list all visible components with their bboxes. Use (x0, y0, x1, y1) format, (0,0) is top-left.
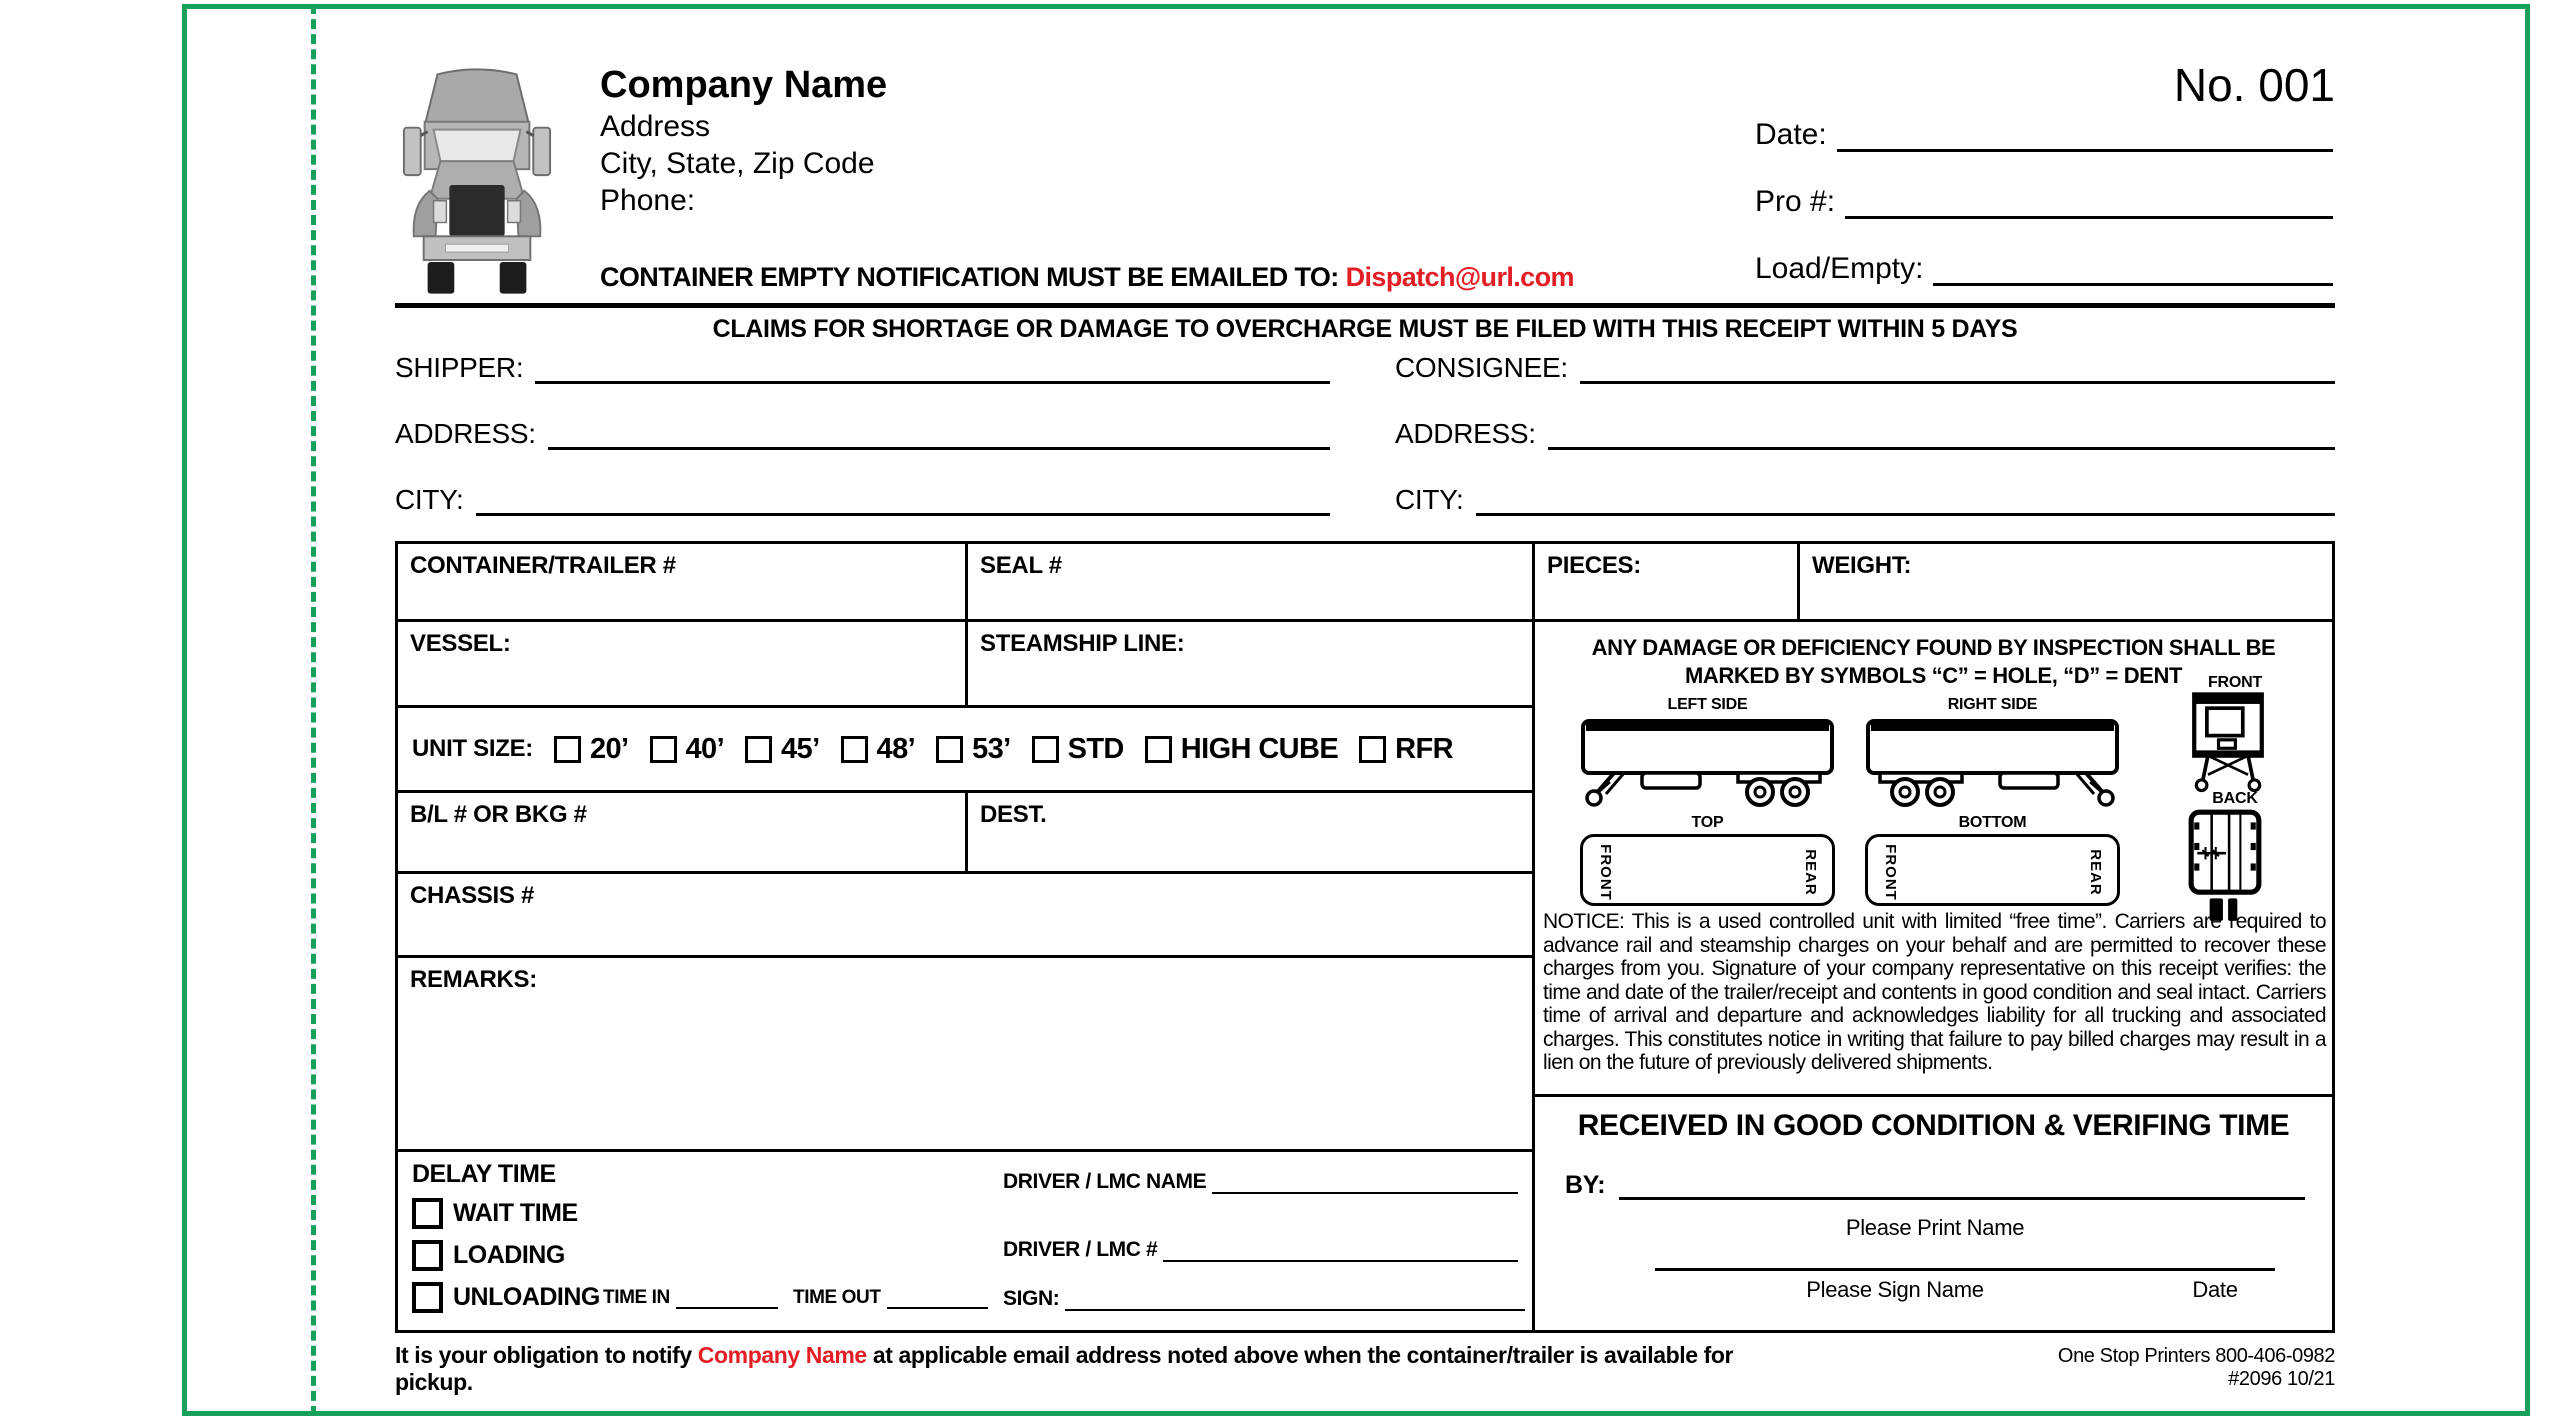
seal-cell: SEAL # (968, 544, 1535, 622)
empty-notification-line (600, 262, 1574, 293)
damage-inspection-panel (1535, 622, 2332, 1097)
unit-size-option-std: STD (1032, 733, 1124, 766)
company-city-state-zip: City, State, Zip Code (600, 147, 875, 180)
shipper-address-label: ADDRESS: (395, 418, 536, 449)
front-label: FRONT (2207, 674, 2263, 691)
chassis-cell: CHASSIS # (398, 874, 1535, 958)
main-form-table (395, 541, 2335, 1333)
container-trailer-cell: CONTAINER/TRAILER # (398, 544, 968, 622)
shipper-city-row (395, 484, 1330, 516)
weight-cell: WEIGHT: (1800, 544, 2332, 622)
trailer-right-side-diagram (1865, 716, 2120, 808)
claims-notice: CLAIMS FOR SHORTAGE OR DAMAGE TO OVERCHARGE MUST BE FILED WITH THIS RECEIPT WITHIN 5 DAYS (712, 315, 2018, 343)
driver-name-write-line (1212, 1190, 1518, 1194)
received-by-label: BY: (1565, 1171, 1606, 1199)
empty-notification-label: CONTAINER EMPTY NOTIFICATION MUST BE EMAILED TO: (600, 262, 1346, 292)
unit-size-checkbox-std[interactable] (1032, 736, 1059, 763)
company-address: Address (600, 110, 711, 143)
driver-sign-label: SIGN: (1003, 1287, 1060, 1310)
obligation-text-post: at applicable email address noted above when the container/trailer is available for pickup. (395, 1342, 1734, 1395)
unit-size-option-53: 53’ (936, 733, 1011, 766)
back-label: BACK (2212, 790, 2258, 807)
pickup-obligation-line (395, 1342, 1815, 1396)
time-out-write-line (887, 1305, 988, 1309)
trailer-top-diagram (1580, 834, 1835, 906)
bl-bkg-cell: B/L # OR BKG # (398, 793, 968, 874)
unit-size-checkbox-48[interactable] (841, 736, 868, 763)
unit-size-option-high-cube: HIGH CUBE (1145, 733, 1338, 766)
perforation-dashed-line (311, 4, 316, 1416)
time-in-write-line (676, 1305, 778, 1309)
company-block (600, 62, 887, 219)
pieces-cell: PIECES: (1535, 544, 1800, 622)
bottom-rear-label: REAR (2087, 849, 2105, 896)
time-out-label: TIME OUT (793, 1287, 881, 1308)
receipt-number: No. 001 (2173, 59, 2335, 111)
consignee-address-label: ADDRESS: (1395, 418, 1536, 449)
shipper-write-line (535, 379, 1330, 384)
dispatch-email: Dispatch@url.com (1345, 262, 1574, 292)
unit-size-checkbox-45[interactable] (745, 736, 772, 763)
left-side-label: LEFT SIDE (1667, 696, 1748, 713)
steamship-line-cell: STEAMSHIP LINE: (968, 622, 1535, 708)
consignee-row (1395, 352, 2335, 384)
time-in-label: TIME IN (603, 1287, 670, 1308)
consignee-write-line (1580, 379, 2335, 384)
header-divider (395, 303, 2335, 308)
load-empty-row (1755, 252, 2333, 286)
delay-time-title: DELAY TIME (412, 1160, 556, 1188)
load-empty-write-line (1933, 281, 2333, 286)
pro-number-row (1755, 185, 2333, 219)
unloading-option: UNLOADING (412, 1282, 600, 1313)
driver-sign-row (1003, 1287, 1525, 1311)
consignee-city-write-line (1476, 511, 2335, 516)
pro-number-label: Pro #: (1755, 185, 1836, 218)
unit-size-option-40: 40’ (650, 733, 725, 766)
driver-number-row (1003, 1238, 1518, 1262)
unit-size-row (398, 708, 1535, 793)
shipper-label: SHIPPER: (395, 352, 524, 383)
consignee-address-write-line (1548, 445, 2335, 450)
dest-cell: DEST. (968, 793, 1535, 874)
unit-size-checkbox-high-cube[interactable] (1145, 736, 1172, 763)
wait-time-option: WAIT TIME (412, 1198, 578, 1229)
shipper-city-write-line (476, 511, 1330, 516)
delay-time-cell (398, 1152, 1535, 1333)
received-by-row (1565, 1171, 2305, 1200)
consignee-address-row (1395, 418, 2335, 450)
unit-size-checkbox-53[interactable] (936, 736, 963, 763)
shipper-address-write-line (548, 445, 1330, 450)
date-caption: Date (2192, 1277, 2238, 1302)
date-row (1755, 118, 2333, 152)
load-empty-label: Load/Empty: (1755, 252, 1924, 285)
print-name-write-line (1619, 1195, 2305, 1200)
remarks-cell: REMARKS: (398, 958, 1535, 1152)
sign-name-write-line (1655, 1267, 2275, 1271)
trailer-bottom-diagram (1865, 834, 2120, 906)
shipper-city-label: CITY: (395, 484, 464, 515)
driver-number-label: DRIVER / LMC # (1003, 1238, 1158, 1261)
print-name-caption: Please Print Name (1845, 1215, 2025, 1240)
unit-size-option-45: 45’ (745, 733, 820, 766)
unit-size-option-rfr: RFR (1359, 733, 1453, 766)
company-phone: Phone: (600, 184, 696, 217)
driver-name-row (1003, 1170, 1518, 1194)
bottom-label: BOTTOM (1958, 814, 2027, 831)
printer-credit-line: One Stop Printers 800-406-0982 #2096 10/21 (2057, 1345, 2335, 1390)
received-panel (1535, 1097, 2332, 1333)
unloading-checkbox[interactable] (412, 1282, 443, 1313)
top-label: TOP (1691, 814, 1724, 831)
time-in-row (603, 1287, 778, 1309)
top-rear-label: REAR (1802, 849, 1820, 896)
shipper-row (395, 352, 1330, 384)
notice-paragraph: NOTICE: This is a used controlled unit with limited “free time”. Carriers are required to advance rail and steamship charges on your behalf and are permitted to recover these charges from you. Signature of your company representative on this receipt verifies: the time and date of the trailer/receipt and contents in good condition and seal intact. Carriers time of arrival and departure and acknowledges liability for all trucking and associated charges. This constitutes notice in writing that failure to pay billed charges may result in a lien on the future of previously delivered shipments. (1543, 910, 2326, 1074)
unit-size-checkbox-40[interactable] (650, 736, 677, 763)
received-title: RECEIVED IN GOOD CONDITION & VERIFING TIME (1577, 1109, 2290, 1142)
loading-option: LOADING (412, 1240, 565, 1271)
damage-heading-line1: ANY DAMAGE OR DEFICIENCY FOUND BY INSPECTION SHALL BE (1591, 635, 2276, 660)
bottom-front-label: FRONT (1881, 844, 1899, 901)
unit-size-option-20: 20’ (554, 733, 629, 766)
top-front-label: FRONT (1596, 844, 1614, 901)
consignee-label: CONSIGNEE: (1395, 352, 1568, 383)
company-name: Company Name (600, 64, 888, 106)
driver-sign-write-line (1065, 1307, 1525, 1311)
shipper-address-row (395, 418, 1330, 450)
unit-size-checkbox-20[interactable] (554, 736, 581, 763)
trailer-left-side-diagram (1580, 716, 1835, 808)
unit-size-checkbox-rfr[interactable] (1359, 736, 1386, 763)
date-label: Date: (1755, 118, 1827, 151)
consignee-city-label: CITY: (1395, 484, 1464, 515)
loading-checkbox[interactable] (412, 1240, 443, 1271)
trailer-back-diagram (2185, 808, 2265, 923)
unit-size-option-48: 48’ (841, 733, 916, 766)
obligation-text-pre: It is your obligation to notify (395, 1342, 698, 1368)
sign-name-caption: Please Sign Name (1806, 1277, 1984, 1302)
damage-heading-line2: MARKED BY SYMBOLS “C” = HOLE, “D” = DENT (1685, 663, 2182, 688)
unit-size-label: UNIT SIZE: (412, 735, 533, 762)
vessel-cell: VESSEL: (398, 622, 968, 708)
driver-name-label: DRIVER / LMC NAME (1003, 1170, 1207, 1193)
time-out-row (793, 1287, 988, 1309)
right-side-label: RIGHT SIDE (1947, 696, 2038, 713)
wait-time-checkbox[interactable] (412, 1198, 443, 1229)
driver-number-write-line (1163, 1258, 1518, 1262)
date-write-line (1837, 147, 2333, 152)
obligation-company-name: Company Name (697, 1342, 867, 1368)
truck-front-illustration (398, 62, 556, 300)
consignee-city-row (1395, 484, 2335, 516)
pro-number-write-line (1845, 214, 2333, 219)
trailer-front-diagram (2190, 690, 2266, 796)
